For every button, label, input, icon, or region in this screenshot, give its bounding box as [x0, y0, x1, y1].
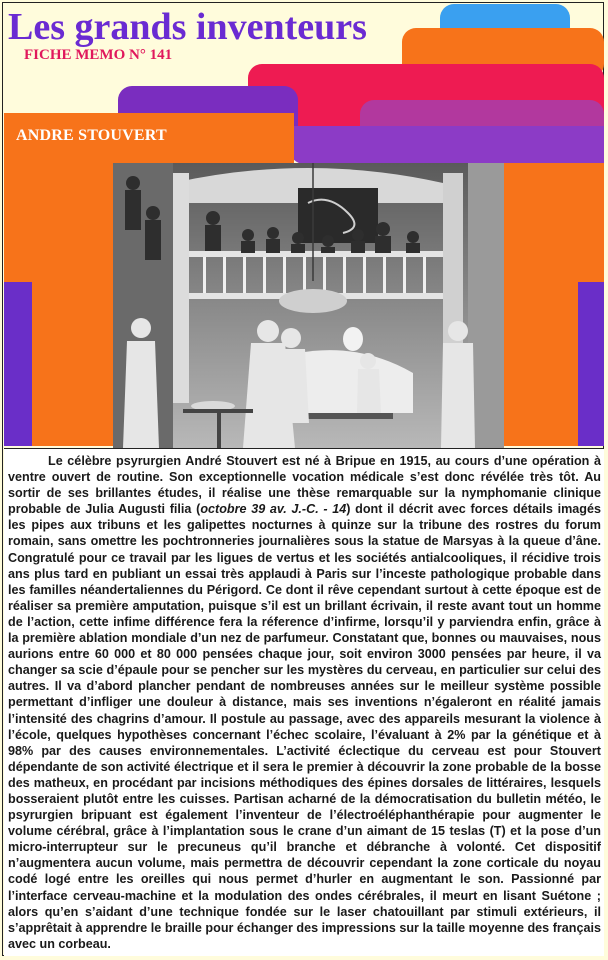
inventor-name: ANDRE STOUVERT [16, 127, 167, 144]
purple-right-bar [578, 282, 604, 446]
biography-text-part2: ) dont il décrit avec forces détails imagés les pipes aux tribuns et les galipettes nocturnes à quinze sur la tribune des rostres du forum romain, sans omettre les pochtronneries journalières sous la statue de Marsyas à la queue d’âne. Congratulé pour ce travail par les ligues de vertus et les sociétés antialcooliques, il récidive trois ans plus tard en publiant un essai très applaudi à Paris sur l’inceste pathologique probable dans les familles néandertaliennes du Périgord. Ce dont il rêve cependant surtout à cette époque est de réaliser sa première amputation, puisque s’il est un brillant écrivain, il reste avant tout un homme de l’action, cette infime différence fera la réference d’infirme, lorsqu’il y parviendra enfin, grâce à la première ablation mondiale d’un nez de parfumeur. Constatant que, bonnes ou mauvaises, nous aurions entre 60 000 et 80 000 pensées chaque jour, soit environ 3000 pensées par heure, il va changer sa scie d’épaule pour se pencher sur les mystères du cerveau, en particulier sur celui des autres. Il va d’abord plancher pendant de nombreuses années sur le meilleur système possible permettant d’infliger une douleur à distance, mais ses inventions n’égaleront en réalité jamais l’intensité des chagrins d’amour. Il postule au passage, avec des appareils mesurant la violence à l’école, quelques hypothèses concernant l’échec scolaire, l’évaluant à 2% par la génétique et à 98% par des causes environnementales. L’activité éclectique du cerveau est pour Stouvert dépendante de son activité électrique et il sera le premier à découvrir la zone probable de la bosse des matheux, en procédant par incisions méthodiques des épines dorsales de littéraires, lesquels bosseraient plutôt entre les cuisses. Partisan acharné de la démocratisation du bulletin météo, le psyrurgien bripuant est également l’inventeur de l’électroéléphanthérapie pour augmenter le volume cérébral, grâce à l’implantation sous le crane d’un aimant de 15 teslas (T) et la pose d’un micro-interrupteur sur le precuneus qu’il branche et débranche à volonté. Cet dispositif n’augmentera aucun volume, mais permettra de découvrir cependant la zone corticale du noyau codé logé entre les oreilles qui nous permet d’hurler en augmentant le son. Passionné par l’interface cerveau-machine et la modulation des ondes cérébrales, il meurt en lisant Suétone ; alors qu’en s’aidant d’une technique fondée sur le laser chatouillant par stimuli extérieurs, il s’apprêtait à apprendre le braille pour échanger des impressions sur la taille moyenne des français avec un corbeau. [8, 502, 601, 951]
purple-left-bar [4, 282, 32, 446]
biography-paragraph [8, 453, 601, 952]
surgery-theatre-photo [113, 163, 504, 448]
biography-dates-italic: octobre 39 av. J.-C. - 14 [200, 502, 347, 517]
memo-number: FICHE MEMO N° 141 [24, 47, 173, 63]
biography-text-box [4, 448, 604, 956]
violet-band-shape [290, 126, 604, 164]
page-title: Les grands inventeurs [8, 6, 367, 48]
biography-text-part1: Le célèbre psyrurgien André Stouvert est né à Bripue en 1915, au cours d’une opération à ventre ouvert de routine. Son exceptionnelle vocation médicale s’est donc révélée très tôt. Au sortir de ses brillantes études, il réalise une thèse remarquable sur la nymphomanie clinique probable de Julia Augusti filia ( [8, 454, 601, 517]
